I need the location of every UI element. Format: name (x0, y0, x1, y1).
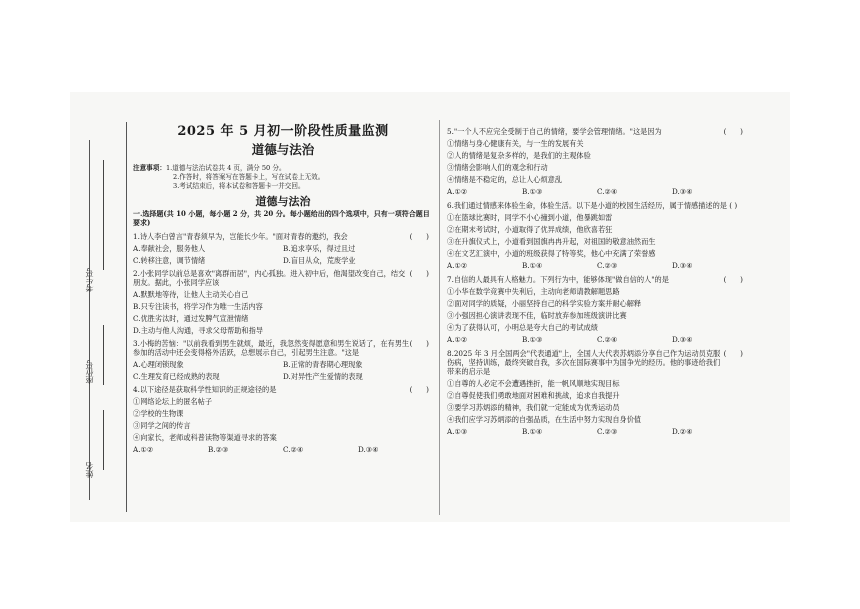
question-stem (133, 385, 433, 394)
option: ②自尊促使我们勇敢地面对困难和挑战，追求自我提升 (447, 391, 620, 400)
exam-number-blank (103, 160, 104, 270)
option: ②面对同学的质疑，小丽坚持自己的科学实验方案并耐心解释 (447, 299, 642, 308)
choice: B.①③ (522, 187, 543, 196)
choice: D.③④ (672, 187, 693, 196)
choice: C.②④ (597, 187, 618, 196)
choice: B.②③ (208, 444, 229, 454)
question (133, 232, 433, 265)
answer-paren: ( ) (409, 384, 429, 394)
option: ③要学习苏炳添的精神，我们就一定能成为优秀运动员 (447, 403, 620, 412)
option: ③情绪会影响人们的观念和行动 (447, 163, 548, 172)
answer-paren: ( ) (723, 275, 743, 284)
part-intro: 一.选择题(共 10 小题，每小题 2 分，共 20 分。每小题给出的四个选项中，只有一项符合题目要求) (133, 209, 430, 228)
option: B.只专注读书，将学习作为唯一生活内容 (133, 301, 263, 311)
option: D.主动与他人沟通，寻求父母帮助和指导 (133, 325, 263, 335)
choice: D.③④ (672, 335, 693, 344)
choice: B.①④ (522, 261, 543, 270)
question-text: 3.小梅的苦恼："以前我看到男生就烦，最近，我忽然变得愿意和男生说话了，在有男生参加的活动中还会变得格外活跃，总想展示自己，引起男生注意。"这是 (133, 338, 410, 357)
margin-line (89, 140, 90, 500)
question-stem (447, 127, 747, 136)
question (447, 349, 747, 436)
choice: C.②④ (283, 444, 304, 454)
choice: B.①④ (522, 427, 543, 436)
question (447, 275, 747, 344)
choice: A.①③ (447, 427, 468, 436)
choice-row (447, 335, 747, 344)
option-row (133, 360, 433, 369)
option: ④在文艺汇演中，小道的班级获得了特等奖，他心中充满了荣誉感 (447, 249, 656, 258)
answer-paren: ( ) (409, 268, 429, 278)
answer-paren: ( ) (409, 338, 429, 348)
option: ③同学之间的传言 (133, 420, 191, 430)
option: ④为了获得认可，小明总是夸大自己的考试成绩 (447, 323, 598, 332)
option: D.对异性产生爱情的表现 (283, 371, 363, 381)
question-text: 6.我们通过情感来体验生命，体验生活。以下是小道的校园生活经历，属于情感描述的是 ( ) (447, 201, 738, 210)
option: ③小强因担心演讲表现不佳，临时放弃参加班级演讲比赛 (447, 311, 627, 320)
question (133, 269, 433, 335)
option: D.盲目从众，荒废学业 (283, 255, 356, 265)
option: ②学校的生物课 (133, 408, 184, 418)
choice: D.③④ (672, 261, 693, 270)
option: A.奉献社会，服务他人 (133, 243, 206, 253)
margin-line-right (126, 122, 127, 512)
choice: A.①② (133, 444, 154, 454)
option: C.转移注意，调节情绪 (133, 255, 206, 265)
note-item: 3.考试结束后，将本试卷和答题卡一并交回。 (173, 182, 305, 191)
answer-paren: ( ) (409, 231, 429, 241)
option: ①网络论坛上的匿名帖子 (133, 396, 213, 406)
name-blank (103, 410, 104, 470)
question-stem (133, 232, 433, 241)
right-column (447, 122, 747, 436)
option-row (133, 244, 433, 253)
notes-label: 注意事项： (133, 163, 166, 172)
exam-title: 2025 年 5 月初一阶段性质量监测 (177, 124, 389, 139)
section-title: 道德与法治 (255, 194, 311, 208)
option: ①小华在数学竞赛中失利后，主动向老师请教解题思路 (447, 287, 620, 296)
question (133, 385, 433, 454)
option: ①情绪与身心健康有关，与一生的发展有关 (447, 139, 584, 148)
question-stem (447, 201, 747, 210)
option: ①自尊的人必定不会遭遇挫折，能一帆风顺地实现目标 (447, 379, 620, 388)
choice: D.③④ (358, 444, 379, 454)
seat-number-label: 座位号 (85, 360, 94, 384)
question-stem (133, 339, 433, 357)
choice: A.①② (447, 261, 468, 270)
choice: C.②④ (597, 335, 618, 344)
option-row (133, 372, 433, 381)
option: C.生理发育已经成熟的表现 (133, 371, 220, 381)
exam-subject: 道德与法治 (251, 142, 315, 158)
option: ③在升旗仪式上，小道看到国旗冉冉升起，对祖国的敬意油然而生 (447, 237, 656, 246)
question (447, 201, 747, 270)
choice-row (133, 445, 433, 454)
seat-number-blank (103, 325, 104, 385)
question-text: 2.小张同学以前总是喜欢"离群而居"，内心孤独。进入初中后，他渴望改变自己，结交朋友。据此，小张同学应该 (133, 268, 406, 287)
question-text: 8.2025 年 3 月全国两会"代表通道"上，全国人大代表苏炳添分享自己作为运动员克服伤病，坚持训练，最终突破自我，多次在国际赛事中为国争光的经历。他的事迹给我们带来的启示是 (447, 349, 721, 376)
question (447, 127, 747, 196)
choice: C.②③ (597, 261, 618, 270)
column-divider (439, 120, 440, 515)
choice: C.②③ (597, 427, 618, 436)
option: ④我们应学习苏炳添的自强品质，在生活中努力实现自身价值 (447, 415, 642, 424)
exam-notes (133, 164, 433, 191)
choice-row (447, 261, 747, 270)
question-text: 1.诗人李白曾言"青春须早为，岂能长少年。"面对青春的邀约，我会 (133, 231, 348, 241)
left-column (133, 124, 433, 454)
option: ②人的情绪是复杂多样的，是我们的主观体验 (447, 151, 591, 160)
note-item: 2.作答时，将答案写在答题卡上，写在试卷上无效。 (173, 173, 325, 182)
option: ②在期末考试时，小道取得了优异成绩，他欣喜若狂 (447, 225, 613, 234)
option: ④情绪是不稳定的，总让人心烦意乱 (447, 175, 563, 184)
question-text: 7.自信的人最具有人格魅力。下列行为中，能够体现"做自信的人"的是 (447, 275, 669, 284)
choice: A.①② (447, 335, 468, 344)
choice: A.①② (447, 187, 468, 196)
name-label: 姓名 (85, 462, 94, 478)
note-item: 1.道德与法治试卷共 4 页，满分 50 分。 (165, 163, 286, 172)
option-row (133, 256, 433, 265)
option: B.正常的青春期心理现象 (283, 359, 363, 369)
option: ①在篮球比赛时，同学不小心撞到小道，他暴跳如雷 (447, 213, 613, 222)
question-stem (447, 275, 747, 284)
question-text: 5."一个人不应完全受制于自己的情绪，要学会管理情绪。"这是因为 (447, 127, 662, 136)
exam-number-label: 考生号 (85, 268, 94, 292)
choice: D.②④ (672, 427, 693, 436)
option: C.优胜劣汰时，通过发脾气宣泄情绪 (133, 313, 249, 323)
left-questions (133, 232, 433, 454)
choice-row (447, 427, 747, 436)
question-stem (447, 349, 747, 376)
question-text: 4.以下途径是获取科学性知识的正规途径的是 (133, 384, 277, 394)
question (133, 339, 433, 381)
right-questions (447, 127, 747, 436)
option: A.默默地等待，让他人主动关心自己 (133, 289, 249, 299)
answer-paren: ( ) (723, 349, 743, 358)
option: B.追求享乐，得过且过 (283, 243, 356, 253)
option: ④向家长，老师或科普读物等渠道寻求的答案 (133, 432, 277, 442)
choice: B.①③ (522, 335, 543, 344)
answer-paren: ( ) (723, 127, 743, 136)
choice-row (447, 187, 747, 196)
option: A.心理闭锁现象 (133, 359, 184, 369)
question-stem (133, 269, 433, 287)
